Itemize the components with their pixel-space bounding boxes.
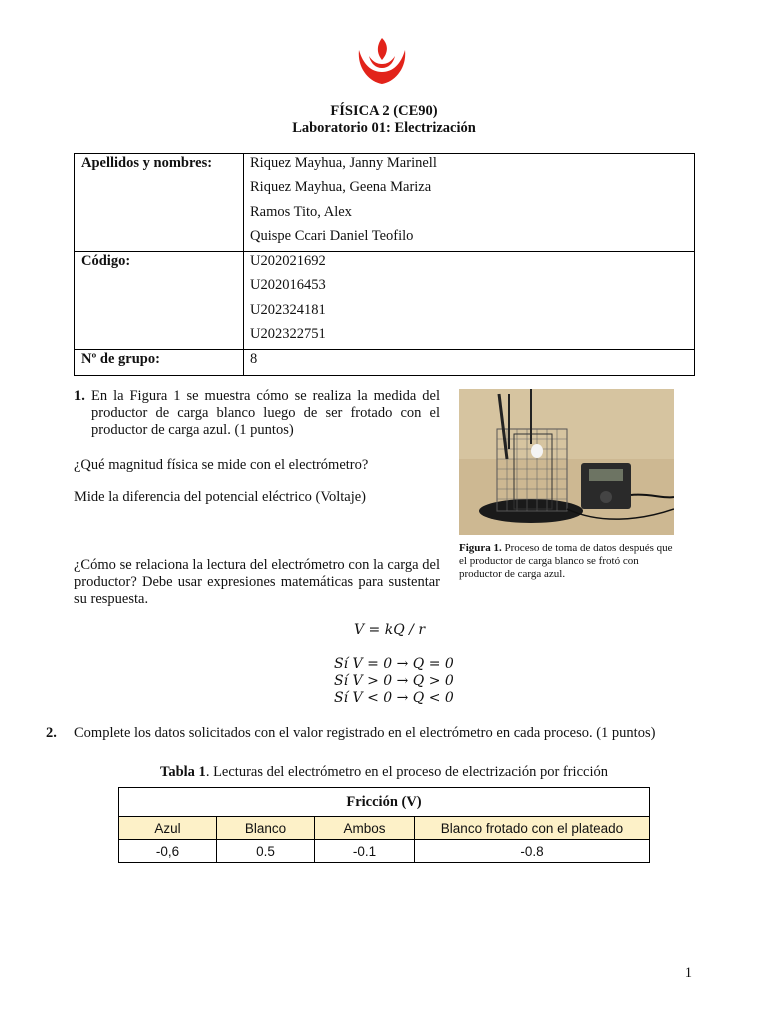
figure-caption-text: Proceso de toma de datos después que el productor de carga blanco se frotó con productor de carga azul. bbox=[459, 542, 673, 580]
question-1 bbox=[74, 388, 440, 439]
question-2-text: Complete los datos solicitados con el valor registrado en el electrómetro en cada proceso. (1 puntos) bbox=[74, 725, 656, 741]
equation-main: V = kQ / r bbox=[354, 622, 426, 638]
table-caption bbox=[0, 764, 768, 781]
table-cell: -0.1 bbox=[315, 840, 415, 863]
table-label: Tabla 1 bbox=[160, 764, 206, 780]
table-caption-text: . Lecturas del electrómetro en el proceso de electrización por fricción bbox=[205, 764, 608, 780]
course-title: FÍSICA 2 (CE90) bbox=[330, 103, 438, 119]
student-code: U202016453 bbox=[250, 277, 326, 294]
column-header: Ambos bbox=[315, 817, 415, 840]
table-cell: -0,6 bbox=[119, 840, 217, 863]
equation-case: Sí V < 0 → Q < 0 bbox=[334, 690, 454, 706]
figure-label: Figura 1. bbox=[459, 542, 502, 554]
question-1-text: En la Figura 1 se muestra cómo se realiza la medida del productor de carga blanco luego de ser frotado con el productor de carga azul. (1 puntos) bbox=[91, 388, 440, 438]
page-number: 1 bbox=[684, 965, 692, 981]
student-name: Ramos Tito, Alex bbox=[250, 203, 352, 220]
lab-title: Laboratorio 01: Electrización bbox=[292, 120, 476, 136]
student-name: Quispe Ccari Daniel Teofilo bbox=[250, 227, 414, 244]
table-cell: -0.8 bbox=[415, 840, 650, 863]
column-header: Azul bbox=[119, 817, 217, 840]
student-info-table bbox=[74, 153, 695, 376]
figure-caption bbox=[459, 542, 674, 581]
table-header: Fricción (V) bbox=[119, 788, 650, 817]
friction-table bbox=[118, 787, 650, 863]
student-name: Riquez Mayhua, Janny Marinell bbox=[250, 155, 437, 171]
question-b: ¿Cómo se relaciona la lectura del electrómetro con la carga del productor? Debe usar expresiones matemáticas para sustentar su respuesta. bbox=[74, 557, 440, 607]
electrometer-photo bbox=[459, 389, 674, 535]
university-logo-icon bbox=[355, 36, 409, 86]
names-label: Apellidos y nombres: bbox=[75, 154, 244, 252]
question-a: ¿Qué magnitud física se mide con el electrómetro? bbox=[74, 457, 369, 473]
answer-a: Mide la diferencia del potencial eléctrico (Voltaje) bbox=[74, 489, 367, 505]
student-code: U202324181 bbox=[250, 301, 326, 318]
group-label: Nº de grupo: bbox=[75, 350, 244, 375]
equation-case: Sí V > 0 → Q > 0 bbox=[334, 673, 454, 689]
student-code: U202021692 bbox=[250, 253, 326, 270]
table-cell: 0.5 bbox=[217, 840, 315, 863]
equation-case: Sí V = 0 → Q = 0 bbox=[334, 656, 454, 672]
group-number: 8 bbox=[250, 351, 258, 368]
student-name: Riquez Mayhua, Geena Mariza bbox=[250, 179, 432, 196]
question-2-number: 2. bbox=[46, 725, 57, 741]
column-header: Blanco frotado con el plateado bbox=[415, 817, 650, 840]
column-header: Blanco bbox=[217, 817, 315, 840]
code-label: Código: bbox=[75, 252, 244, 350]
question-1-number: 1. bbox=[74, 388, 85, 404]
student-code: U202322751 bbox=[250, 326, 326, 343]
